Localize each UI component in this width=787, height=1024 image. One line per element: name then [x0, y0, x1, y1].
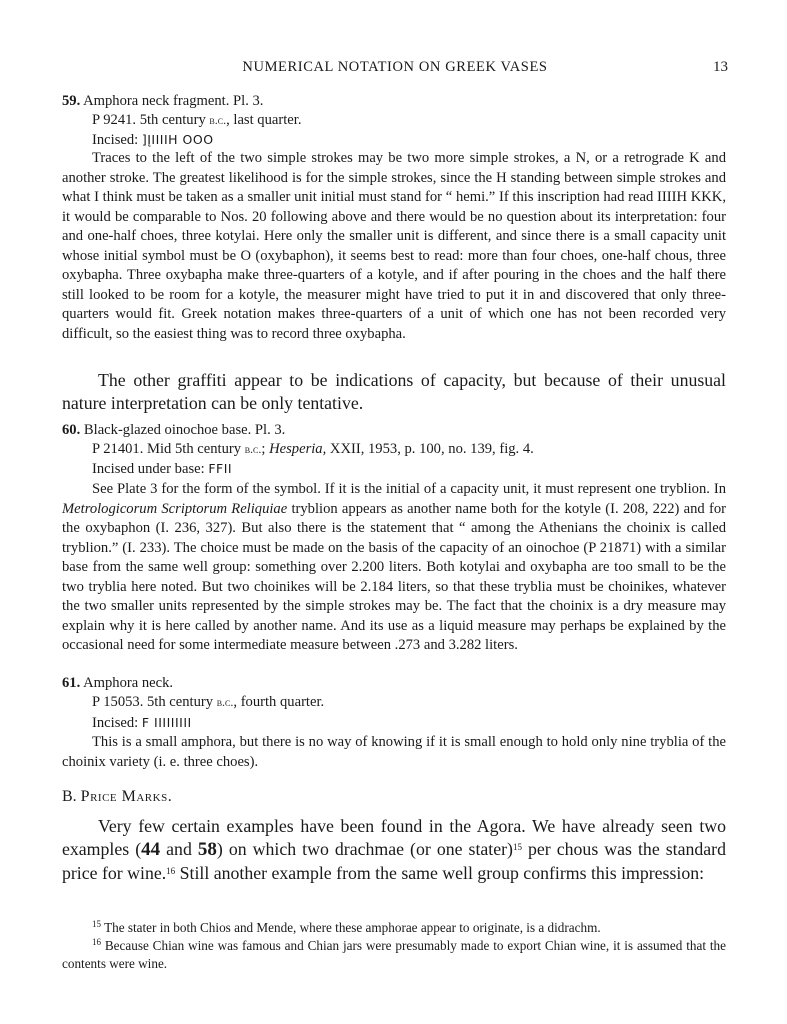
header-title: NUMERICAL NOTATION ON GREEK VASES — [242, 59, 548, 75]
entry-61-inscription: Ϝ IIIIIIIII — [141, 715, 192, 730]
entry-59-inscription: ]ĮIIIIH OOO — [141, 132, 214, 147]
entry-60-paragraph: See Plate 3 for the form of the symbol. If it is the initial of a capacity unit, it must represent one tryblion. In Metrologicorum Scriptorum Reliquiae tryblion appears as another name both for the kotyle (I. 208, 222) and for the oxybaphon (I. 236, 327). But also there is the statement that “ among the Athenians the choinix is called tryblion.” (I. 233). The choice must be made on the basis of the capacity of an oinochoe (P 21871) with a similar base from the same well group: something over 2.200 liters. Both kotylai and oxybapha are too small to be the two tryblia here noted. But two choinikes will be 2.184 liters, so that these tryblia must be choinikes, whatever the two smaller units represented by the simple strokes may be. The fact that the choinix is a dry measure may explain why it is here called by another name. And its use as a liquid measure may perhaps be explained by the occasional need for some intermediate measure between .273 and 3.282 liters. — [62, 481, 726, 653]
section-label: B. — [62, 788, 77, 805]
entry-61-paragraph: This is a small amphora, but there is no way of knowing if it is small enough to hold only nine tryblia of the choinix variety (i. e. three choes). — [62, 734, 726, 770]
entry-59-title: Amphora neck fragment. Pl. 3. — [83, 93, 264, 109]
footnote-ref-16[interactable]: 16 — [166, 865, 176, 876]
entry-59-paragraph: Traces to the left of the two simple strokes may be two more simple strokes, a N, or a retrograde K and another stroke. The greatest likelihood is for the simple strokes, since the H standing between simple strokes and what I think must be taken as a smaller unit initial must stand for “ hemi.” If this inscription had read IIIIH KKK, it would be comparable to Nos. 20 following above and there would be no question about its interpretation: four and one-half choes, three kotylai. Here only the smaller unit is different, and since there is a small capacity unit whose initial symbol must be O (oxybaphon), it seems best to read: more than four choes, one-half chous, three oxybapha. Three oxybapha make three-quarters of a kotyle, and if after pouring in the choes and the half there still looked to be room for a kotyle, the measurer might have tried to put it in and discovered that only three-quarters would fit. Greek notation makes three-quarters of a unit of which one has not been recorded very difficult, so the easiest thing was to record three oxybapha. — [62, 150, 726, 342]
entry-59-number: 59. — [62, 93, 81, 109]
entry-60-number: 60. — [62, 422, 81, 438]
footnote-ref-15[interactable]: 15 — [512, 842, 522, 853]
entry-60-incised: Incised under base: ϜϜII — [92, 461, 233, 477]
entry-60-inscription: ϜϜII — [208, 461, 233, 476]
footnote-15: $^{15}$ The stater in both Chios and Mende, where these amphorae appear to originate, is a didrachm. — [92, 919, 601, 935]
entry-61-inventory: P 15053. 5th century b.c., fourth quarter. — [92, 694, 325, 710]
entry-61-title: Amphora neck. — [83, 675, 174, 691]
entry-61-heading — [62, 674, 173, 694]
section-title: Price Marks. — [80, 788, 173, 805]
entry-59-inventory: P 9241. 5th century b.c., last quarter. — [92, 112, 302, 128]
running-header — [62, 59, 728, 79]
entry-60-title: Black-glazed oinochoe base. Pl. 3. — [83, 422, 286, 438]
entry-59-heading — [62, 92, 263, 112]
section-heading — [62, 788, 172, 806]
entry-60-heading — [62, 421, 285, 441]
entry-61-number: 61. — [62, 675, 81, 691]
entry-59-incised: Incised: ]ĮIIIIH OOO — [92, 132, 214, 148]
footnote-16: $^{16}$ Because Chian wine was famous and Chian jars were presumably made to export Chian wine, it is assumed that the contents were wine. — [62, 937, 726, 971]
intro-paragraph: The other graffiti appear to be indications of capacity, but because of their unusual nature interpretation can be only tentative. — [62, 370, 726, 414]
entry-61-incised: Incised: Ϝ IIIIIIIII — [92, 715, 192, 731]
closing-paragraph: Very few certain examples have been found in the Agora. We have already seen two examples (44 and 58) on which two drachmae (or one stater)$^{15}$ per chous was the standard price for wine.$^{16}$ Still another example from the same well group confirms this impression: — [62, 816, 726, 883]
entry-60-inventory: P 21401. Mid 5th century b.c.; Hesperia, XXII, 1953, p. 100, no. 139, fig. 4. — [92, 441, 534, 457]
page-number: 13 — [713, 59, 728, 75]
